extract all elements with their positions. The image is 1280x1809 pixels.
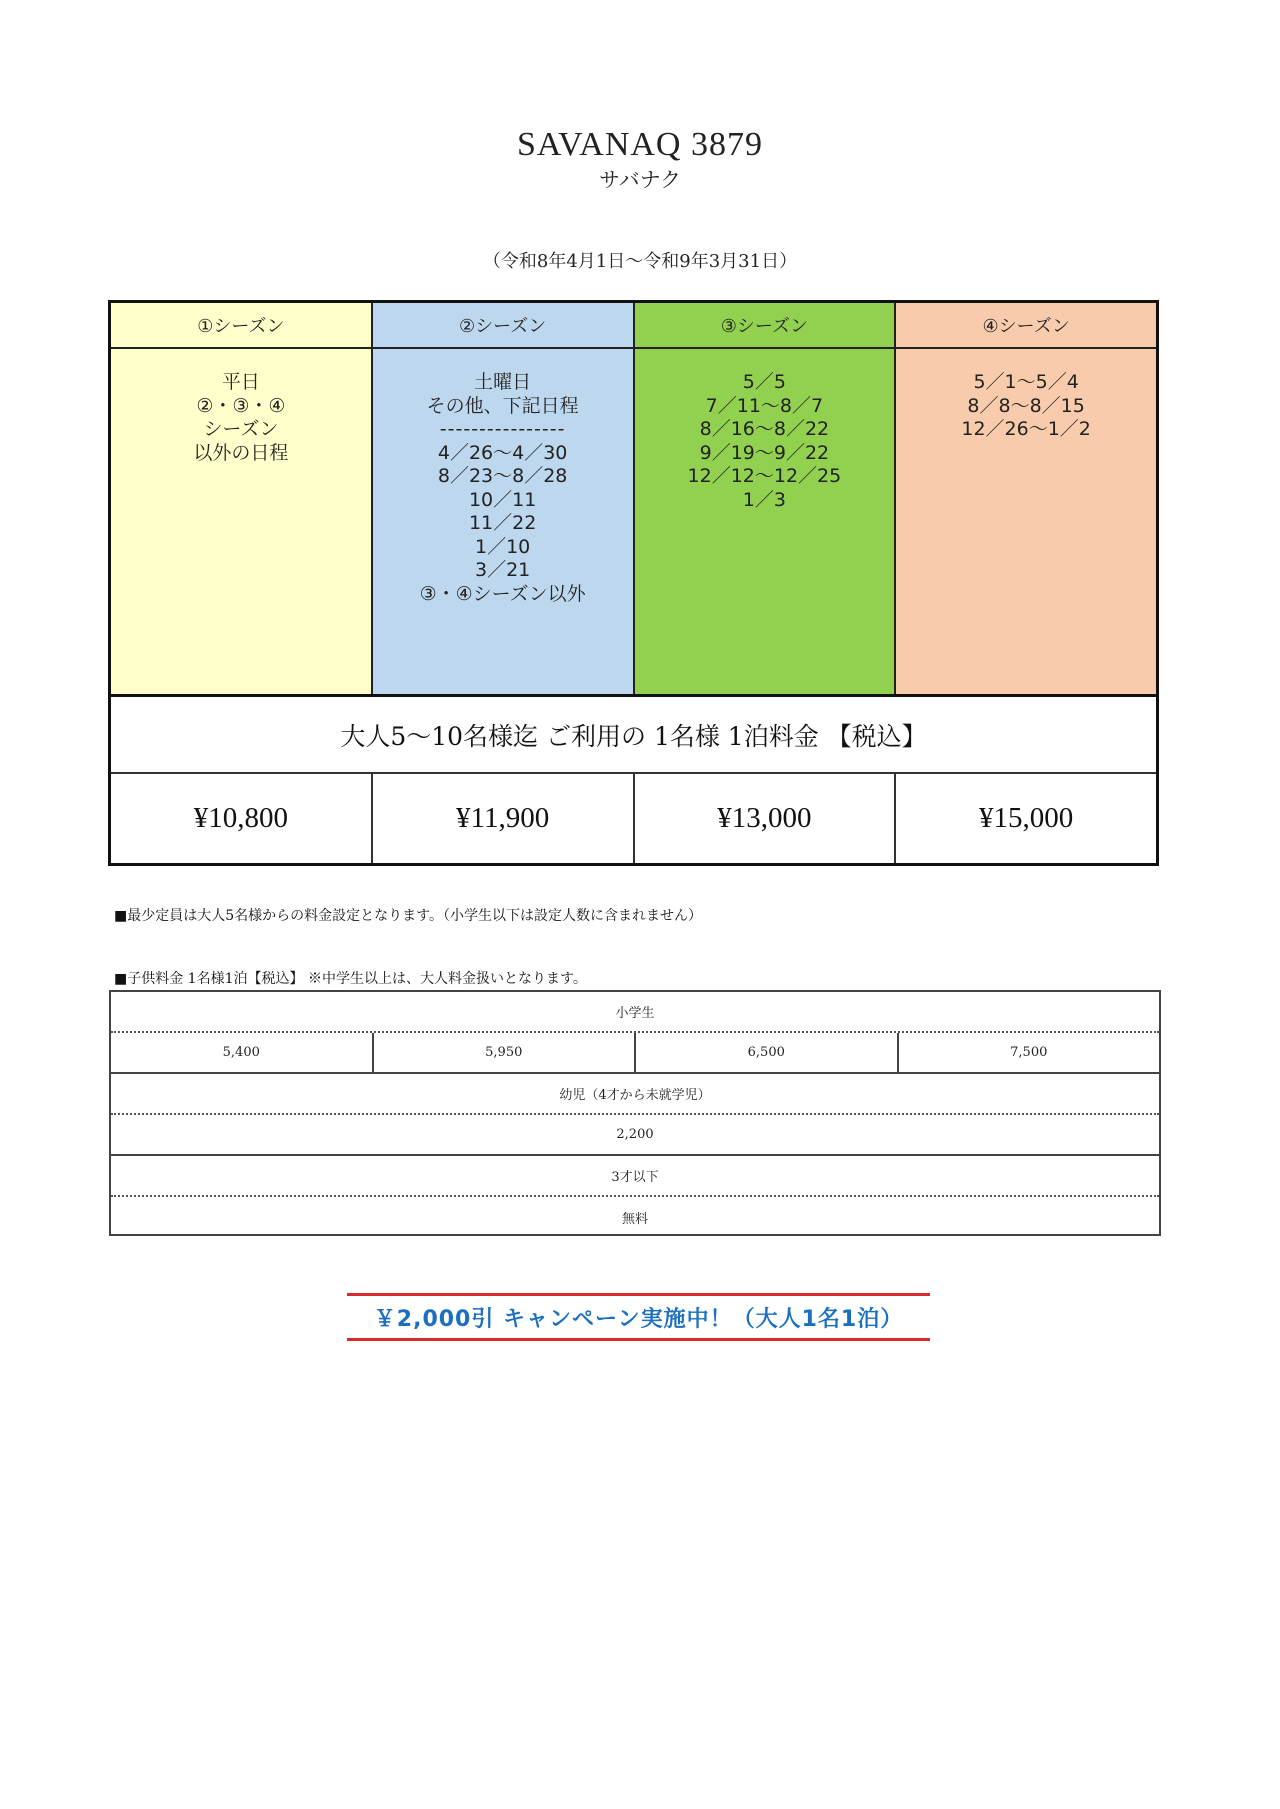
- season-columns: [111, 303, 1156, 697]
- season-4-dates: [896, 349, 1156, 442]
- adult-rate-caption: 大人5～10名様迄 ご利用の 1名様 1泊料金 【税込】: [111, 697, 1156, 774]
- date-line: 1／3: [742, 488, 786, 511]
- elementary-price-season-2: 5,950: [374, 1033, 637, 1072]
- date-line: ③・④シーズン以外: [419, 582, 586, 605]
- toddler-price: 無料: [621, 1212, 648, 1227]
- toddler-label: 3才以下: [611, 1170, 659, 1185]
- date-line: 1／10: [474, 535, 531, 558]
- date-line: その他、下記日程: [426, 394, 579, 417]
- date-line: シーズン: [203, 418, 279, 440]
- date-line: 平日: [221, 371, 260, 393]
- validity-period: （令和8年4月1日～令和9年3月31日）: [482, 251, 798, 272]
- date-line: 4／26～4／30: [437, 441, 568, 464]
- infant-price-row: [111, 1115, 1159, 1156]
- adult-rate-row: [111, 774, 1156, 863]
- children-rate-table: [109, 990, 1161, 1236]
- date-line: 5／1～5／4: [973, 371, 1079, 393]
- elementary-price-season-3: 6,500: [636, 1033, 899, 1072]
- elementary-label-row: [111, 992, 1159, 1033]
- elementary-price-season-1: 5,400: [111, 1033, 374, 1072]
- season-1-dates: [111, 349, 371, 465]
- infant-price: 2,200: [616, 1127, 654, 1142]
- campaign-banner: ￥2,000引 キャンペーン実施中！（大人1名1泊）: [347, 1293, 930, 1341]
- season-3-column: [635, 303, 897, 694]
- infant-label: 幼児（4才から未就学児）: [559, 1088, 711, 1103]
- season-4-column: [896, 303, 1156, 694]
- season-4-header: ④シーズン: [896, 303, 1156, 349]
- adult-price-season-3: ¥13,000: [635, 774, 897, 863]
- elementary-price-row: [111, 1033, 1159, 1074]
- date-line: 8／8～8／15: [967, 394, 1085, 417]
- elementary-price-season-4: 7,500: [1010, 1045, 1048, 1060]
- date-line: 3／21: [474, 559, 531, 581]
- date-line: 土曜日: [474, 371, 532, 393]
- date-line: 12／26～1／2: [961, 418, 1091, 440]
- date-line: ----------------: [439, 418, 566, 440]
- adult-price-season-4: ¥15,000: [979, 802, 1074, 834]
- season-2-header: ②シーズン: [373, 303, 633, 349]
- date-line: 以外の日程: [193, 441, 289, 464]
- season-2-dates: [373, 349, 633, 606]
- minimum-occupancy-note: ■最少定員は大人5名様からの料金設定となります。（小学生以下は設定人数に含まれません）: [114, 908, 703, 924]
- season-1-header: ①シーズン: [111, 303, 371, 349]
- season-2-column: [373, 303, 635, 694]
- season-3-dates: [635, 349, 895, 512]
- date-line: 11／22: [468, 512, 537, 534]
- toddler-label-row: [111, 1156, 1159, 1197]
- date-line: 9／19～9／22: [699, 441, 830, 464]
- page-title: SAVANAQ 3879: [517, 126, 763, 163]
- season-rate-table: [108, 300, 1159, 866]
- season-3-header: ③シーズン: [635, 303, 895, 349]
- page-subtitle: サバナク: [599, 168, 681, 192]
- date-line: 5／5: [742, 371, 786, 393]
- date-line: 10／11: [468, 488, 537, 511]
- date-line: 7／11～8／7: [705, 394, 824, 417]
- elementary-label: 小学生: [615, 1006, 655, 1021]
- date-line: ②・③・④: [196, 394, 286, 417]
- date-line: 8／23～8／28: [437, 465, 568, 487]
- toddler-price-row: [111, 1197, 1159, 1238]
- children-rate-heading: ■子供料金 1名様1泊【税込】 ※中学生以上は、大人料金扱いとなります。: [114, 971, 587, 987]
- adult-price-season-1: ¥10,800: [111, 774, 373, 863]
- date-line: 12／12～12／25: [687, 465, 842, 487]
- season-1-column: [111, 303, 373, 694]
- date-line: 8／16～8／22: [699, 418, 830, 440]
- infant-label-row: [111, 1074, 1159, 1115]
- adult-price-season-2: ¥11,900: [373, 774, 635, 863]
